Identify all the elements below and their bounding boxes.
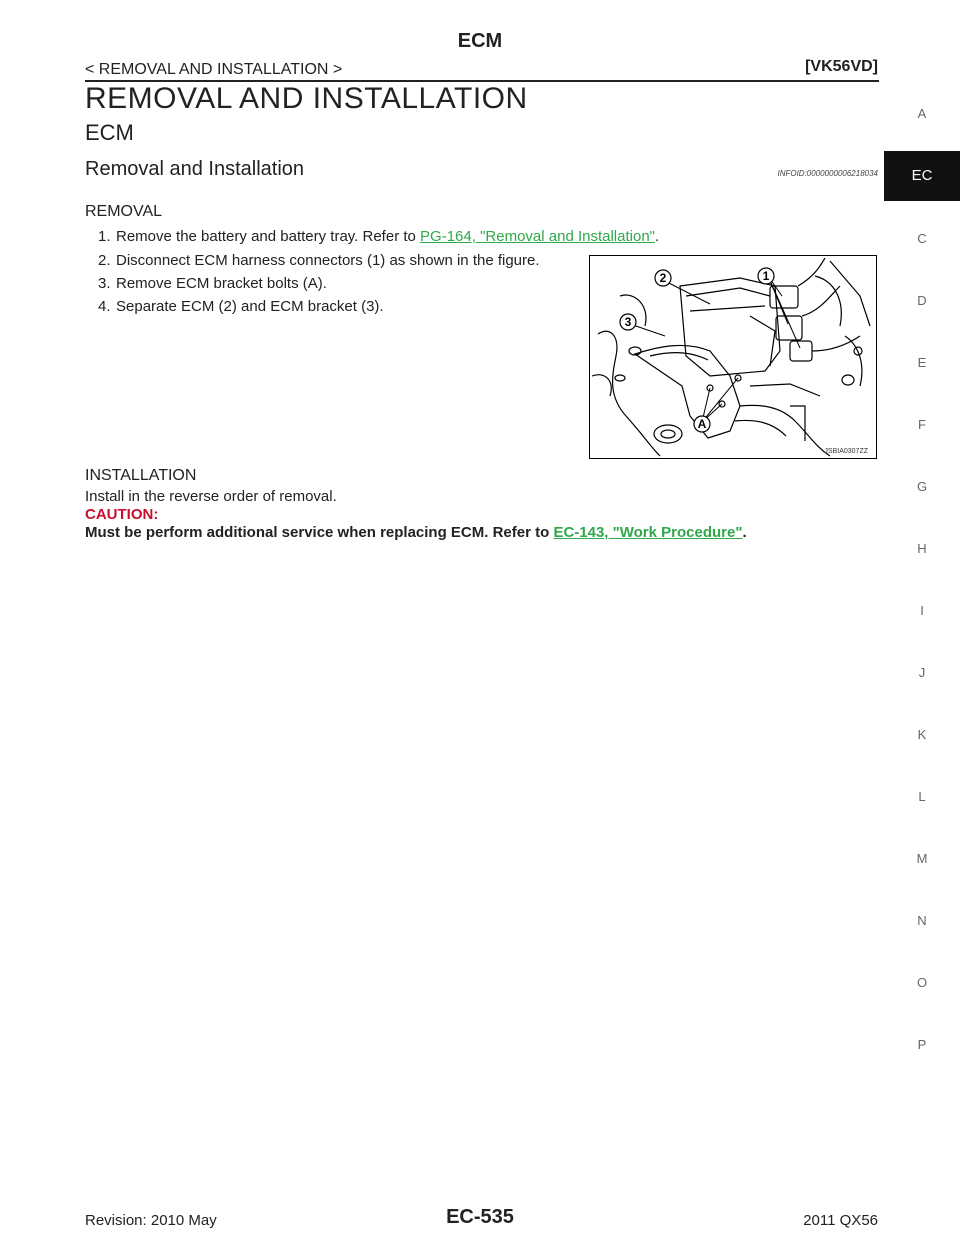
step-number: 4.	[98, 298, 111, 315]
page-header-title: ECM	[457, 30, 503, 52]
side-tab-a[interactable]: A	[917, 106, 927, 121]
step-text: Disconnect ECM harness connectors (1) as shown in the figure.	[116, 252, 540, 269]
side-tab-ec[interactable]: EC	[884, 151, 960, 201]
side-tab-p[interactable]: P	[917, 1037, 927, 1052]
step-text: Remove ECM bracket bolts (A).	[116, 275, 327, 292]
revision-date: Revision: 2010 May	[85, 1212, 217, 1229]
ec-143-link[interactable]: EC-143, "Work Procedure"	[553, 524, 743, 541]
removal-heading: REMOVAL	[85, 203, 163, 220]
removal-step	[98, 275, 327, 293]
side-tab-g[interactable]: G	[916, 479, 928, 494]
page-number: EC-535	[446, 1206, 514, 1228]
pg-164-link[interactable]: PG-164, "Removal and Installation"	[420, 228, 655, 245]
procedure-title: Removal and Installation	[85, 158, 305, 180]
side-tab-j[interactable]: J	[918, 665, 926, 680]
side-tab-o[interactable]: O	[916, 975, 928, 990]
model-name: 2011 QX56	[803, 1212, 878, 1229]
step-number: 2.	[98, 252, 111, 269]
callout-label-1: 1	[762, 269, 770, 283]
engine-code: [VK56VD]	[805, 58, 878, 75]
step-text: Remove the battery and battery tray. Refer to	[116, 228, 421, 245]
section-subtitle: ECM	[85, 120, 134, 145]
side-tab-c[interactable]: C	[917, 231, 927, 246]
installation-heading: INSTALLATION	[85, 467, 197, 484]
step-number: 3.	[98, 275, 111, 292]
ecm-line-drawing	[590, 256, 877, 459]
breadcrumb: < REMOVAL AND INSTALLATION >	[85, 61, 343, 78]
ecm-illustration	[589, 255, 877, 459]
side-tab-f[interactable]: F	[918, 417, 926, 432]
caution-body: Must be perform additional service when replacing ECM. Refer to	[85, 524, 554, 541]
side-tab-e[interactable]: E	[917, 355, 927, 370]
side-tab-m[interactable]: M	[916, 851, 928, 866]
section-title: REMOVAL AND INSTALLATION	[85, 82, 528, 115]
callout-label-a: A	[697, 417, 707, 431]
info-id: INFOID:0000000006218034	[777, 169, 878, 178]
removal-step	[98, 298, 384, 316]
figure-code: JSBIA0307ZZ	[824, 448, 868, 455]
side-tab-l[interactable]: L	[918, 789, 926, 804]
removal-step	[98, 228, 659, 246]
side-tab-d[interactable]: D	[917, 293, 927, 308]
step-text: Separate ECM (2) and ECM bracket (3).	[116, 298, 384, 315]
step-text-after: .	[655, 228, 660, 245]
side-tab-k[interactable]: K	[917, 727, 927, 742]
side-tab-n[interactable]: N	[917, 913, 927, 928]
callout-label-3: 3	[624, 315, 632, 329]
caution-label: CAUTION:	[85, 506, 159, 523]
caution-text	[85, 524, 747, 541]
installation-text: Install in the reverse order of removal.	[85, 488, 337, 505]
step-number: 1.	[98, 228, 111, 245]
caution-after: .	[742, 524, 747, 541]
side-tab-i[interactable]: I	[920, 603, 924, 618]
removal-step	[98, 252, 540, 270]
callout-label-2: 2	[659, 271, 667, 285]
side-tab-h[interactable]: H	[917, 541, 927, 556]
